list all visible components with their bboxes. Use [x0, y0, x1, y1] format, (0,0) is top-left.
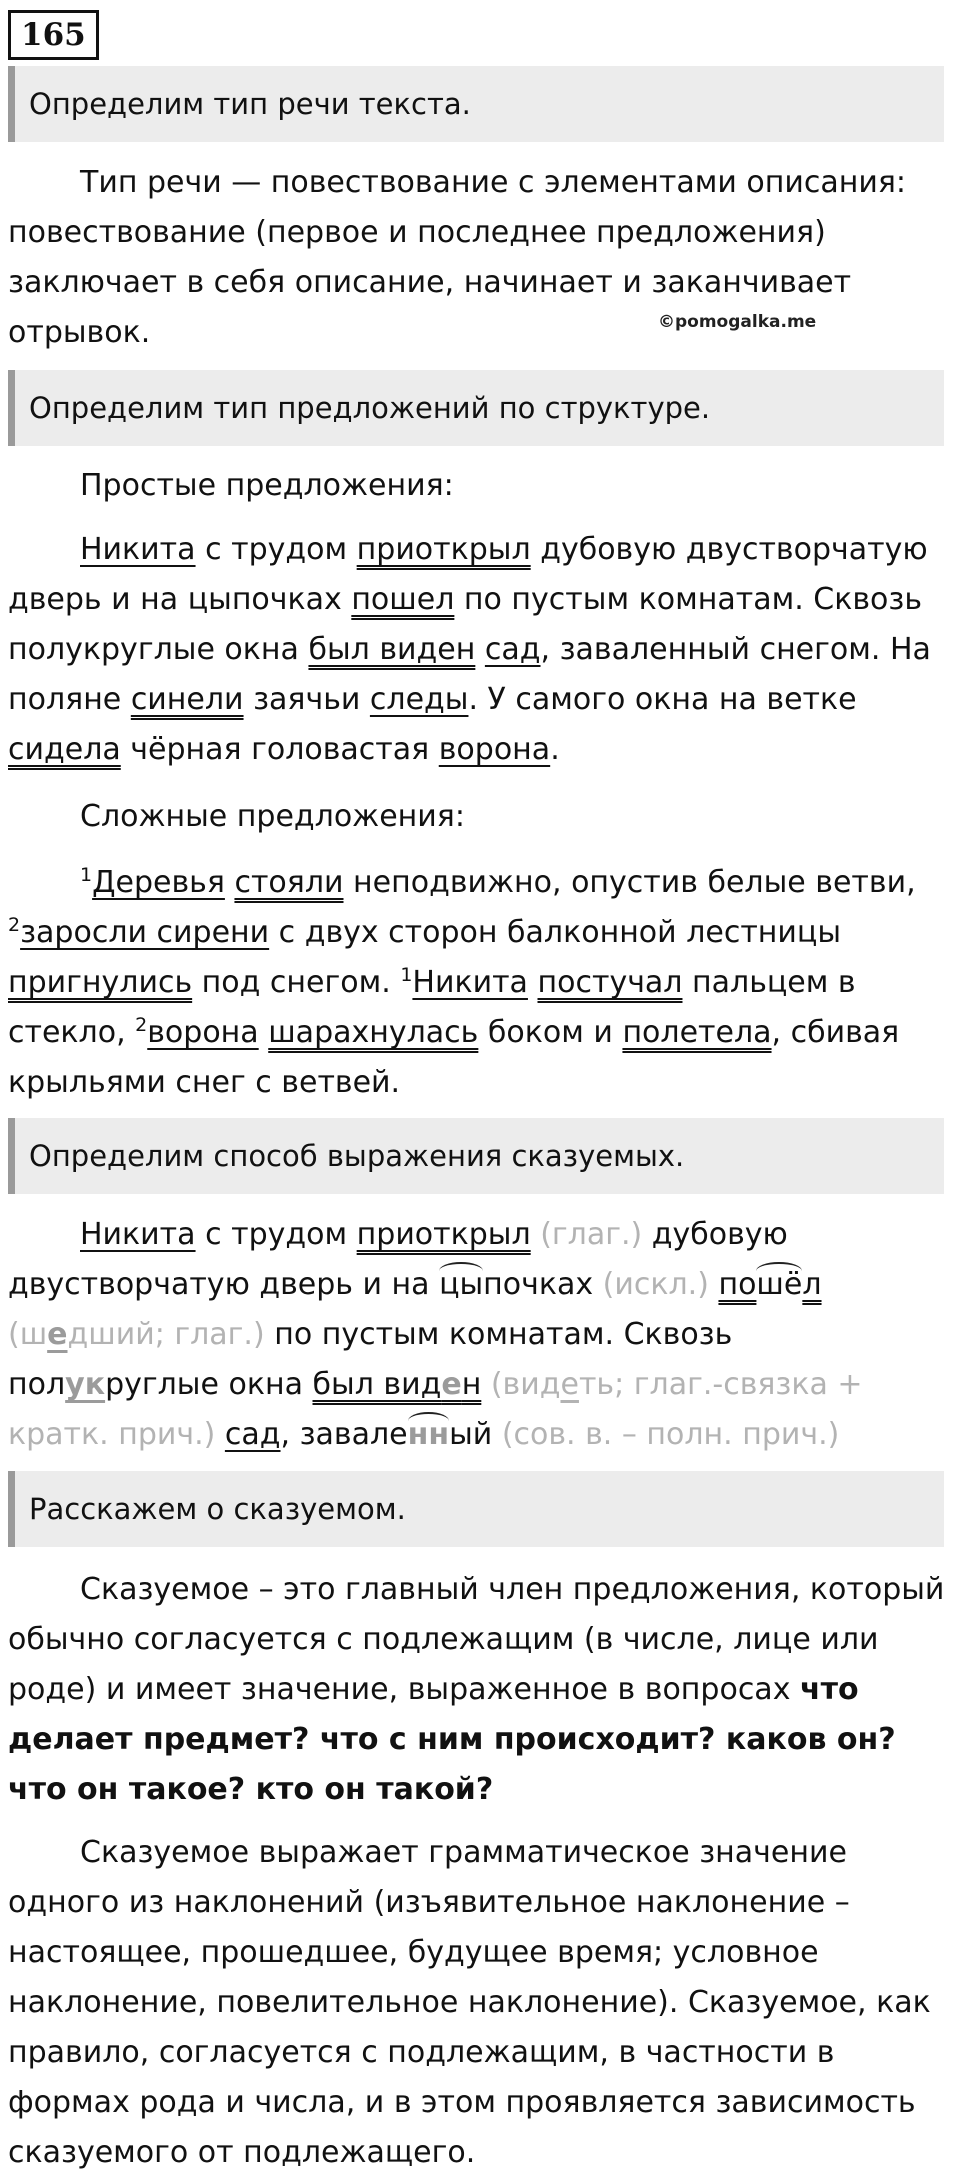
text-run: почках	[483, 1267, 594, 1302]
section-header-speech-type: Определим тип речи текста.	[8, 66, 944, 142]
text-run: пальцем в стекло,	[8, 965, 856, 1050]
simple-sentences-text	[8, 525, 948, 775]
speech-type-text: Тип речи — повествование с элементами описания: повествование (первое и последнее предложения) заключает в себя описание, начинает и заканчивает отрывок.	[8, 165, 907, 350]
root: цы	[439, 1267, 484, 1302]
section-header-sentence-structure: Определим тип предложений по структуре.	[8, 370, 944, 446]
subject: Никита	[80, 1217, 196, 1252]
text-run: под снегом.	[192, 965, 401, 1000]
text-run: , заваленный снегом. На поляне	[8, 632, 931, 717]
predicate: полетела	[622, 1015, 772, 1050]
highlighted-letter: е	[47, 1317, 68, 1352]
part-of-speech-note: (ш	[8, 1317, 48, 1352]
predicate: был виден	[308, 632, 476, 667]
complex-sentences-label: Сложные предложения:	[80, 799, 465, 834]
subject: Никита	[80, 532, 196, 567]
text-run: дубовую двустворчатую дверь и на цыпочках	[8, 532, 928, 617]
predicate-grammar-paragraph	[8, 1828, 948, 2178]
clause-number: 2	[135, 1014, 148, 1036]
text-run	[215, 1417, 225, 1452]
subject: Деревья	[92, 865, 225, 900]
subject: ворона	[438, 732, 551, 767]
root: шё	[756, 1267, 803, 1302]
grammar-text: Сказуемое выражает грамматическое значение одного из наклонений (изъявительное наклонение – настоящее, прошедшее, будущее время; условное наклонение, повелительное наклонение). Сказуемое, как правило, согласуется с подлежащим, в частности в формах рода и числа, и в этом проявляется зависимость сказуемого от подлежащего.	[8, 1835, 931, 2170]
text-run: , завале	[280, 1417, 408, 1452]
stress-arc	[756, 1260, 802, 1310]
predicate: стояли	[234, 865, 344, 900]
text-run: н	[461, 1367, 482, 1402]
predicate: синели	[130, 682, 244, 717]
text-run: по	[718, 1267, 757, 1302]
subject: заросли сирени	[20, 915, 270, 950]
text-run: неподвижно, опустив белые ветви,	[343, 865, 916, 900]
text-run: по пустым комнатам. Сквозь пол	[8, 1317, 733, 1402]
text-run: л	[802, 1267, 822, 1302]
task-number: 165	[8, 10, 99, 60]
text-run: ый	[449, 1417, 493, 1452]
part-of-speech-note: (искл.)	[593, 1267, 709, 1302]
part-of-speech-note: дший; глаг.)	[67, 1317, 265, 1352]
text-run: . У самого окна на ветке	[468, 682, 857, 717]
highlighted-letter: е	[441, 1367, 462, 1402]
text-run: .	[550, 732, 560, 767]
text-run: с двух сторон балконной лестницы	[269, 915, 842, 950]
complex-sentences-text	[8, 858, 948, 1108]
section-header-predicate-expression: Определим способ выражения сказуемых.	[8, 1118, 944, 1194]
stress-arc	[439, 1260, 483, 1310]
predicate: постучал	[537, 965, 683, 1000]
text-run: заячьи	[243, 682, 370, 717]
text-run: с трудом	[195, 532, 357, 567]
text-run	[528, 965, 538, 1000]
subject: Никита	[412, 965, 528, 1000]
subject: следы	[369, 682, 469, 717]
part-of-speech-note: (вид	[481, 1367, 561, 1402]
predicate: шарахнулась	[268, 1015, 479, 1050]
predicate-analysis-text	[8, 1210, 948, 1510]
subject: сад	[224, 1417, 281, 1452]
text-run: дубовую двустворчатую дверь и на	[8, 1217, 788, 1302]
part-of-speech-note: (глаг.)	[530, 1217, 643, 1252]
clause-number: 1	[80, 864, 93, 886]
highlighted-letter: е	[560, 1367, 579, 1402]
section-header-about-predicate: Расскажем о сказуемом.	[8, 1471, 944, 1547]
subject: ворона	[147, 1015, 259, 1050]
simple-sentences-title	[8, 461, 948, 511]
predicate: пошел	[351, 582, 455, 617]
subject: сад	[484, 632, 541, 667]
text-run: руглые окна	[105, 1367, 313, 1402]
part-of-speech-note: (сов. в. – полн. прич.)	[492, 1417, 840, 1452]
text-run	[475, 632, 485, 667]
text-run: с трудом	[195, 1217, 357, 1252]
definition-questions: что делает предмет? что с ним происходит? каков он? что он такое? кто он такой?	[8, 1672, 896, 1807]
predicate: приоткрыл	[356, 532, 531, 567]
text-run: , сбивая крыльями снег с ветвей.	[8, 1015, 900, 1100]
clause-number: 2	[8, 914, 21, 936]
text-run: был вид	[312, 1367, 442, 1402]
predicate: сидела	[8, 732, 121, 767]
simple-sentences-label: Простые предложения:	[80, 468, 454, 503]
predicate	[313, 1367, 482, 1402]
stress-arc	[408, 1410, 449, 1460]
clause-number: 1	[400, 964, 413, 986]
text-run: по пустым комнатам. Сквозь полукруглые окна	[8, 582, 923, 667]
complex-sentences-title	[8, 792, 948, 842]
predicate-definition-paragraph	[8, 1565, 948, 1815]
predicate: приоткрыл	[356, 1217, 531, 1252]
watermark: ©pomogalka.me	[658, 312, 817, 332]
highlighted-letters: ук	[65, 1367, 106, 1402]
text-run: боком и	[478, 1015, 623, 1050]
text-run: чёрная головастая	[120, 732, 439, 767]
part-of-speech-note: ть; глаг.-связка + кратк. прич.)	[8, 1367, 863, 1452]
predicate	[718, 1267, 821, 1302]
text-run	[259, 1015, 269, 1050]
predicate: пригнулись	[8, 965, 193, 1000]
definition-text: Сказуемое – это главный член предложения, который обычно согласуется с подлежащим (в числе, лице или роде) и имеет значение, выраженное в вопросах	[8, 1572, 945, 1707]
highlighted-letters: нн	[407, 1417, 450, 1452]
